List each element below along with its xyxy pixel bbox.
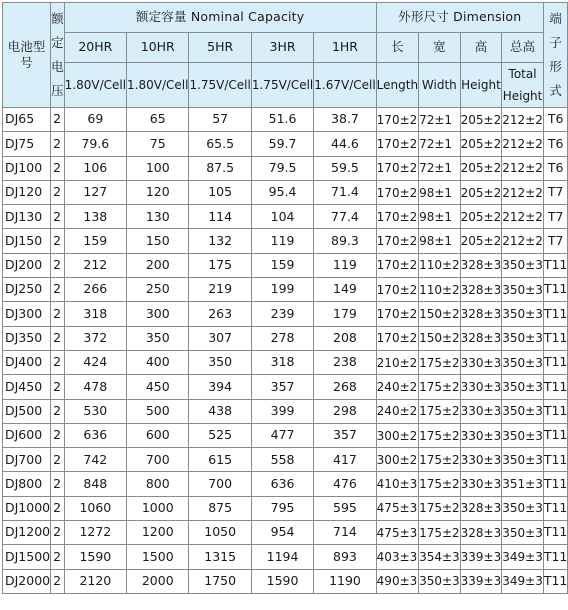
capacity-cell: 106 <box>64 156 126 180</box>
dimension-cell: 350±3 <box>502 399 544 423</box>
dimension-cell: 175±2 <box>419 448 461 472</box>
capacity-cell: 954 <box>251 521 313 545</box>
dimension-cell: 212±2 <box>502 156 544 180</box>
dimension-cell: 175±2 <box>419 375 461 399</box>
dimension-cell: 212±2 <box>502 108 544 132</box>
capacity-cell: 77.4 <box>314 205 376 229</box>
model-cell: DJ800 <box>3 472 51 496</box>
model-header: 电池型号 <box>3 3 51 108</box>
table-row <box>3 108 568 132</box>
capacity-cell: 800 <box>127 472 189 496</box>
dimension-cell: 328±3 <box>460 496 502 520</box>
dimension-cell: 212±2 <box>502 205 544 229</box>
capacity-cell: 2000 <box>127 569 189 593</box>
capacity-cell: 159 <box>64 229 126 253</box>
model-cell: DJ1000 <box>3 496 51 520</box>
table-row <box>3 472 568 496</box>
dimension-cell: 475±3 <box>376 521 418 545</box>
model-cell: DJ1500 <box>3 545 51 569</box>
height-cn-header: 高 <box>460 33 502 63</box>
dimension-cell: 170±2 <box>376 326 418 350</box>
capacity-cell: 266 <box>64 278 126 302</box>
width-en-header: Width <box>419 63 461 108</box>
terminal-cell: T11 <box>543 326 568 350</box>
table-row <box>3 180 568 204</box>
capacity-cell: 95.4 <box>251 180 313 204</box>
dimension-cell: 328±3 <box>460 278 502 302</box>
capacity-cell: 200 <box>127 253 189 277</box>
model-cell: DJ400 <box>3 350 51 374</box>
capacity-cell: 450 <box>127 375 189 399</box>
capacity-cell: 372 <box>64 326 126 350</box>
dimension-cell: 403±3 <box>376 545 418 569</box>
capacity-cell: 400 <box>127 350 189 374</box>
voltage-cell: 2 <box>51 496 65 520</box>
terminal-cell: T11 <box>543 399 568 423</box>
table-row <box>3 229 568 253</box>
dimension-cell: 490±3 <box>376 569 418 593</box>
capacity-cell: 300 <box>127 302 189 326</box>
model-cell: DJ100 <box>3 156 51 180</box>
dimension-cell: 240±2 <box>376 399 418 423</box>
dimension-cell: 170±2 <box>376 132 418 156</box>
dimension-cell: 354±3 <box>419 545 461 569</box>
voltage-cell: 2 <box>51 521 65 545</box>
capacity-cell: 1590 <box>64 545 126 569</box>
dimension-cell: 212±2 <box>502 180 544 204</box>
dimension-cell: 72±1 <box>419 108 461 132</box>
dimension-cell: 330±3 <box>460 423 502 447</box>
capacity-cell: 278 <box>251 326 313 350</box>
terminal-cell: T11 <box>543 448 568 472</box>
length-en-header: Length <box>376 63 418 108</box>
capacity-cell: 298 <box>314 399 376 423</box>
table-row <box>3 326 568 350</box>
table-row <box>3 278 568 302</box>
dimension-cell: 330±3 <box>460 375 502 399</box>
capacity-cell: 700 <box>127 448 189 472</box>
voltage-cell: 2 <box>51 448 65 472</box>
table-row <box>3 253 568 277</box>
model-cell: DJ450 <box>3 375 51 399</box>
dimension-cell: 205±2 <box>460 229 502 253</box>
dimension-cell: 98±1 <box>419 205 461 229</box>
dimension-cell: 330±3 <box>460 399 502 423</box>
dimension-cell: 350±3 <box>502 375 544 399</box>
capacity-cell: 149 <box>314 278 376 302</box>
dimension-cell: 350±3 <box>502 496 544 520</box>
capacity-cell: 127 <box>64 180 126 204</box>
terminal-cell: T11 <box>543 545 568 569</box>
dimension-cell: 330±3 <box>460 350 502 374</box>
capacity-cell: 1200 <box>127 521 189 545</box>
table-row <box>3 156 568 180</box>
voltage-cell: 2 <box>51 569 65 593</box>
width-cn-header: 宽 <box>419 33 461 63</box>
end-voltage-header: 1.75V/Cell <box>189 63 251 108</box>
capacity-cell: 476 <box>314 472 376 496</box>
capacity-cell: 212 <box>64 253 126 277</box>
voltage-cell: 2 <box>51 350 65 374</box>
dimension-cell: 300±2 <box>376 423 418 447</box>
capacity-cell: 199 <box>251 278 313 302</box>
voltage-cell: 2 <box>51 326 65 350</box>
capacity-cell: 2120 <box>64 569 126 593</box>
dimension-cell: 170±2 <box>376 108 418 132</box>
dimension-cell: 300±2 <box>376 448 418 472</box>
capacity-cell: 438 <box>189 399 251 423</box>
terminal-cell: T11 <box>543 253 568 277</box>
table-row <box>3 545 568 569</box>
model-cell: DJ700 <box>3 448 51 472</box>
dimension-cell: 170±2 <box>376 229 418 253</box>
terminal-cell: T11 <box>543 350 568 374</box>
terminal-cell: T6 <box>543 132 568 156</box>
capacity-cell: 893 <box>314 545 376 569</box>
dimension-cell: 350±3 <box>419 569 461 593</box>
rate-header: 5HR <box>189 33 251 63</box>
dimension-cell: 349±3 <box>502 545 544 569</box>
voltage-cell: 2 <box>51 108 65 132</box>
capacity-cell: 219 <box>189 278 251 302</box>
capacity-cell: 714 <box>314 521 376 545</box>
terminal-cell: T7 <box>543 229 568 253</box>
table-row <box>3 521 568 545</box>
capacity-cell: 875 <box>189 496 251 520</box>
capacity-cell: 238 <box>314 350 376 374</box>
capacity-cell: 51.6 <box>251 108 313 132</box>
capacity-cell: 350 <box>127 326 189 350</box>
terminal-cell: T11 <box>543 521 568 545</box>
voltage-cell: 2 <box>51 205 65 229</box>
terminal-cell: T11 <box>543 569 568 593</box>
voltage-cell: 2 <box>51 229 65 253</box>
dimension-cell: 72±1 <box>419 156 461 180</box>
capacity-cell: 636 <box>251 472 313 496</box>
dimension-cell: 339±3 <box>460 545 502 569</box>
capacity-cell: 69 <box>64 108 126 132</box>
capacity-cell: 175 <box>189 253 251 277</box>
table-row <box>3 375 568 399</box>
dimension-cell: 170±2 <box>376 302 418 326</box>
voltage-cell: 2 <box>51 472 65 496</box>
end-voltage-header: 1.80V/Cell <box>127 63 189 108</box>
dimension-cell: 205±2 <box>460 156 502 180</box>
dimension-cell: 330±3 <box>460 448 502 472</box>
dimension-cell: 205±2 <box>460 108 502 132</box>
dimension-cell: 240±2 <box>376 375 418 399</box>
model-cell: DJ300 <box>3 302 51 326</box>
dimension-cell: 110±2 <box>419 278 461 302</box>
capacity-cell: 57 <box>189 108 251 132</box>
table-row <box>3 132 568 156</box>
terminal-cell: T7 <box>543 205 568 229</box>
dimension-cell: 328±3 <box>460 302 502 326</box>
capacity-cell: 1060 <box>64 496 126 520</box>
capacity-cell: 558 <box>251 448 313 472</box>
dimension-cell: 170±2 <box>376 278 418 302</box>
table-row <box>3 350 568 374</box>
capacity-cell: 600 <box>127 423 189 447</box>
capacity-cell: 595 <box>314 496 376 520</box>
model-cell: DJ75 <box>3 132 51 156</box>
capacity-cell: 394 <box>189 375 251 399</box>
capacity-cell: 700 <box>189 472 251 496</box>
dimension-cell: 328±3 <box>460 253 502 277</box>
end-voltage-header: 1.80V/Cell <box>64 63 126 108</box>
capacity-cell: 477 <box>251 423 313 447</box>
model-cell: DJ250 <box>3 278 51 302</box>
dimension-cell: 170±2 <box>376 253 418 277</box>
dimension-cell: 328±3 <box>460 521 502 545</box>
voltage-cell: 2 <box>51 180 65 204</box>
terminal-cell: T6 <box>543 108 568 132</box>
height-en-header: Height <box>460 63 502 108</box>
capacity-cell: 1272 <box>64 521 126 545</box>
capacity-cell: 307 <box>189 326 251 350</box>
capacity-cell: 263 <box>189 302 251 326</box>
dimension-cell: 330±3 <box>460 472 502 496</box>
voltage-cell: 2 <box>51 302 65 326</box>
model-cell: DJ150 <box>3 229 51 253</box>
end-voltage-header: 1.75V/Cell <box>251 63 313 108</box>
battery-spec-table <box>2 2 568 594</box>
capacity-cell: 525 <box>189 423 251 447</box>
dimension-cell: 350±3 <box>502 423 544 447</box>
table-row <box>3 302 568 326</box>
dimension-cell: 98±1 <box>419 180 461 204</box>
table-row <box>3 569 568 593</box>
dimension-cell: 351±3 <box>502 472 544 496</box>
capacity-cell: 105 <box>189 180 251 204</box>
terminal-cell: T7 <box>543 180 568 204</box>
capacity-cell: 636 <box>64 423 126 447</box>
dimension-cell: 205±2 <box>460 180 502 204</box>
capacity-cell: 357 <box>251 375 313 399</box>
dimension-cell: 350±3 <box>502 326 544 350</box>
voltage-cell: 2 <box>51 545 65 569</box>
dimension-cell: 350±3 <box>502 350 544 374</box>
voltage-cell: 2 <box>51 278 65 302</box>
dimension-cell: 170±2 <box>376 205 418 229</box>
capacity-cell: 1000 <box>127 496 189 520</box>
dimension-cell: 210±2 <box>376 350 418 374</box>
capacity-cell: 65 <box>127 108 189 132</box>
dimension-header: 外形尺寸 Dimension <box>376 3 543 33</box>
voltage-cell: 2 <box>51 399 65 423</box>
capacity-cell: 250 <box>127 278 189 302</box>
capacity-cell: 71.4 <box>314 180 376 204</box>
dimension-cell: 175±2 <box>419 496 461 520</box>
end-voltage-header: 1.67V/Cell <box>314 63 376 108</box>
capacity-cell: 1315 <box>189 545 251 569</box>
capacity-cell: 1500 <box>127 545 189 569</box>
capacity-cell: 530 <box>64 399 126 423</box>
capacity-cell: 208 <box>314 326 376 350</box>
capacity-cell: 79.5 <box>251 156 313 180</box>
capacity-cell: 120 <box>127 180 189 204</box>
dimension-cell: 205±2 <box>460 132 502 156</box>
dimension-cell: 110±2 <box>419 253 461 277</box>
voltage-cell: 2 <box>51 156 65 180</box>
capacity-cell: 59.5 <box>314 156 376 180</box>
capacity-cell: 1050 <box>189 521 251 545</box>
capacity-cell: 318 <box>64 302 126 326</box>
table-body <box>3 108 568 594</box>
dimension-cell: 475±3 <box>376 496 418 520</box>
dimension-cell: 175±2 <box>419 399 461 423</box>
dimension-cell: 150±2 <box>419 302 461 326</box>
capacity-cell: 44.6 <box>314 132 376 156</box>
capacity-cell: 500 <box>127 399 189 423</box>
capacity-cell: 318 <box>251 350 313 374</box>
model-cell: DJ2000 <box>3 569 51 593</box>
model-cell: DJ130 <box>3 205 51 229</box>
terminal-cell: T11 <box>543 496 568 520</box>
capacity-cell: 350 <box>189 350 251 374</box>
capacity-cell: 268 <box>314 375 376 399</box>
dimension-cell: 350±3 <box>502 253 544 277</box>
dimension-cell: 349±3 <box>502 569 544 593</box>
dimension-cell: 175±2 <box>419 350 461 374</box>
table-row <box>3 448 568 472</box>
length-cn-header: 长 <box>376 33 418 63</box>
model-cell: DJ600 <box>3 423 51 447</box>
capacity-cell: 79.6 <box>64 132 126 156</box>
dimension-cell: 212±2 <box>502 229 544 253</box>
capacity-cell: 59.7 <box>251 132 313 156</box>
capacity-cell: 1590 <box>251 569 313 593</box>
dimension-cell: 350±3 <box>502 448 544 472</box>
dimension-cell: 72±1 <box>419 132 461 156</box>
capacity-cell: 75 <box>127 132 189 156</box>
capacity-cell: 104 <box>251 205 313 229</box>
dimension-cell: 175±2 <box>419 472 461 496</box>
capacity-cell: 424 <box>64 350 126 374</box>
table-row <box>3 496 568 520</box>
terminal-cell: T11 <box>543 375 568 399</box>
capacity-header: 额定容量 Nominal Capacity <box>64 3 376 33</box>
total-height-en-header: Total Height <box>502 63 544 108</box>
dimension-cell: 410±3 <box>376 472 418 496</box>
dimension-cell: 350±3 <box>502 278 544 302</box>
dimension-cell: 150±2 <box>419 326 461 350</box>
model-cell: DJ200 <box>3 253 51 277</box>
capacity-cell: 357 <box>314 423 376 447</box>
dimension-cell: 205±2 <box>460 205 502 229</box>
dimension-cell: 170±2 <box>376 156 418 180</box>
dimension-cell: 175±2 <box>419 423 461 447</box>
dimension-cell: 339±3 <box>460 569 502 593</box>
table-row <box>3 205 568 229</box>
capacity-cell: 119 <box>314 253 376 277</box>
capacity-cell: 615 <box>189 448 251 472</box>
total-height-cn-header: 总高 <box>502 33 544 63</box>
capacity-cell: 150 <box>127 229 189 253</box>
terminal-cell: T6 <box>543 156 568 180</box>
capacity-cell: 138 <box>64 205 126 229</box>
capacity-cell: 119 <box>251 229 313 253</box>
dimension-cell: 350±3 <box>502 521 544 545</box>
capacity-cell: 1190 <box>314 569 376 593</box>
capacity-cell: 742 <box>64 448 126 472</box>
terminal-cell: T11 <box>543 423 568 447</box>
capacity-cell: 795 <box>251 496 313 520</box>
capacity-cell: 1194 <box>251 545 313 569</box>
model-cell: DJ1200 <box>3 521 51 545</box>
rate-header: 10HR <box>127 33 189 63</box>
capacity-cell: 239 <box>251 302 313 326</box>
rate-header: 1HR <box>314 33 376 63</box>
capacity-cell: 130 <box>127 205 189 229</box>
dimension-cell: 98±1 <box>419 229 461 253</box>
terminal-header: 端子形式 <box>543 3 568 108</box>
voltage-cell: 2 <box>51 423 65 447</box>
capacity-cell: 132 <box>189 229 251 253</box>
table-row <box>3 399 568 423</box>
dimension-cell: 212±2 <box>502 132 544 156</box>
capacity-cell: 100 <box>127 156 189 180</box>
dimension-cell: 328±3 <box>460 326 502 350</box>
model-cell: DJ120 <box>3 180 51 204</box>
rate-header: 3HR <box>251 33 313 63</box>
capacity-cell: 114 <box>189 205 251 229</box>
capacity-cell: 1750 <box>189 569 251 593</box>
voltage-cell: 2 <box>51 253 65 277</box>
capacity-cell: 38.7 <box>314 108 376 132</box>
voltage-cell: 2 <box>51 132 65 156</box>
terminal-cell: T11 <box>543 278 568 302</box>
capacity-cell: 87.5 <box>189 156 251 180</box>
table-row <box>3 423 568 447</box>
capacity-cell: 417 <box>314 448 376 472</box>
capacity-cell: 848 <box>64 472 126 496</box>
model-cell: DJ350 <box>3 326 51 350</box>
terminal-cell: T11 <box>543 472 568 496</box>
capacity-cell: 399 <box>251 399 313 423</box>
model-cell: DJ65 <box>3 108 51 132</box>
capacity-cell: 89.3 <box>314 229 376 253</box>
voltage-header: 额定电压 <box>51 3 65 108</box>
capacity-cell: 159 <box>251 253 313 277</box>
dimension-cell: 175±2 <box>419 521 461 545</box>
voltage-cell: 2 <box>51 375 65 399</box>
terminal-cell: T11 <box>543 302 568 326</box>
dimension-cell: 170±2 <box>376 180 418 204</box>
rate-header: 20HR <box>64 33 126 63</box>
model-cell: DJ500 <box>3 399 51 423</box>
capacity-cell: 478 <box>64 375 126 399</box>
dimension-cell: 350±3 <box>502 302 544 326</box>
capacity-cell: 65.5 <box>189 132 251 156</box>
capacity-cell: 179 <box>314 302 376 326</box>
